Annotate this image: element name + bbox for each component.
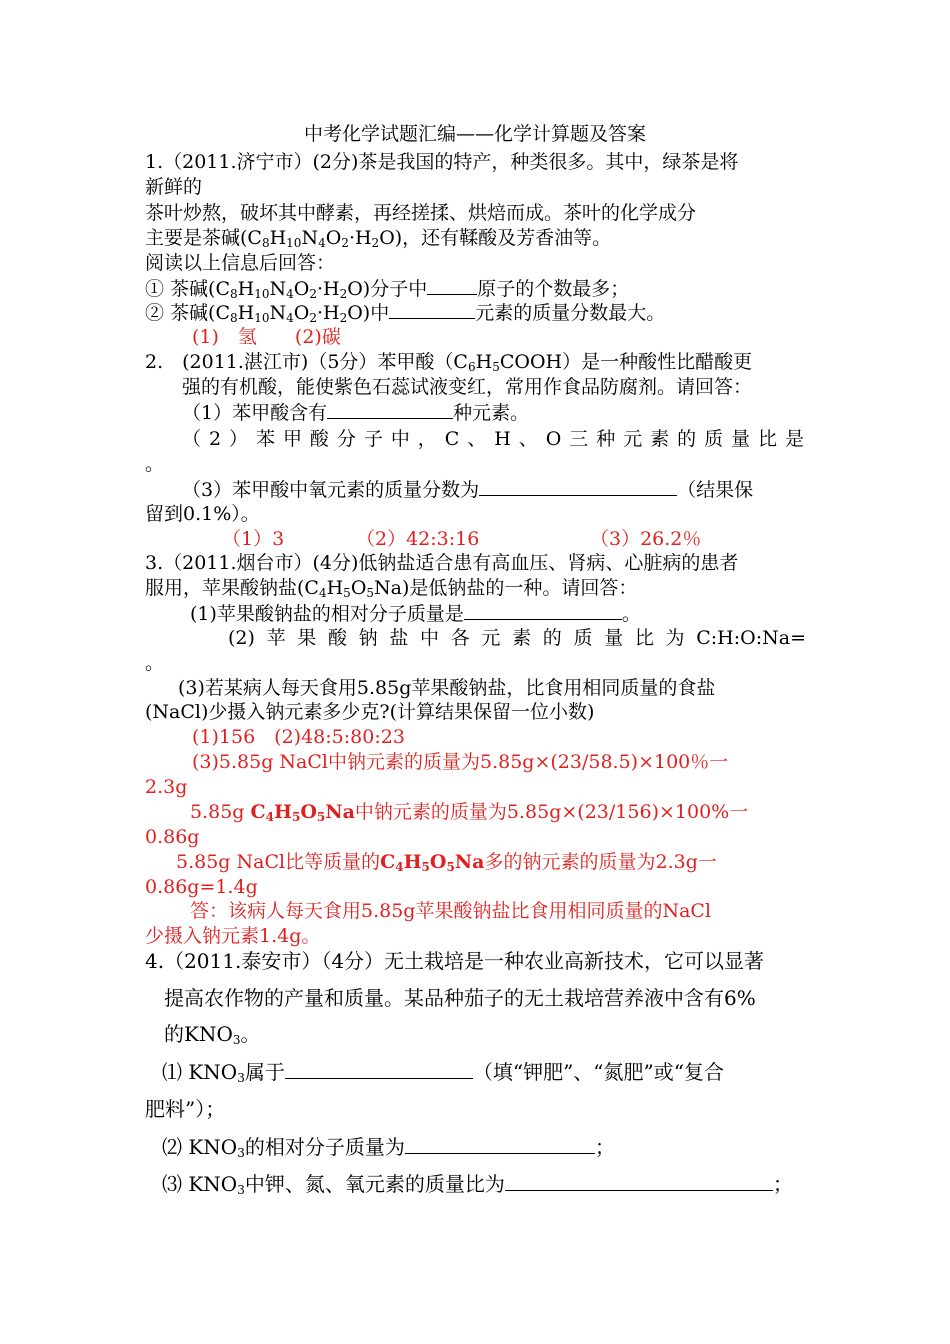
q1-text: H xyxy=(237,302,255,324)
q1-line-7 xyxy=(145,300,815,326)
subscript: 3 xyxy=(237,1071,245,1085)
subscript: 5 xyxy=(316,810,326,824)
q4-line-1: 4.（2011.泰安市）（4分）无土栽培是一种农业高新技术，它可以显著 xyxy=(145,949,765,973)
q3-answer-6 xyxy=(176,850,846,875)
q1-text: 主要是茶碱(C xyxy=(145,227,262,249)
q3-text: 。 xyxy=(621,603,641,625)
q3-answer-text: 多的钠元素的质量为2.3g一 xyxy=(484,851,717,873)
q1-text: 元素的质量分数最大。 xyxy=(475,302,666,324)
q2-text: （1）苯甲酸含有 xyxy=(182,402,328,424)
q4-text: ； xyxy=(772,1172,793,1196)
subscript: 8 xyxy=(261,236,270,250)
subscript: 3 xyxy=(237,1146,245,1160)
q3-text: (1)苹果酸钠盐的相对分子质量是 xyxy=(190,603,464,625)
q1-text: O xyxy=(325,227,342,249)
subscript: 4 xyxy=(395,860,404,874)
q3-text: H xyxy=(326,577,344,599)
q4-line-2: 提高农作物的产量和质量。某品种茄子的无土栽培营养液中含有6% xyxy=(164,986,756,1010)
formula-part: H xyxy=(403,851,422,873)
q3-answer-2: (3)5.85g NaCl中钠元素的质量为5.85g×(23/58.5)×100％一 xyxy=(192,751,729,773)
subscript: 5 xyxy=(291,810,301,824)
q3-line-4: (2)苹果酸钠盐中各元素的质量比为C:H:O:Na= xyxy=(228,627,806,649)
formula xyxy=(251,801,355,823)
q4-text: ； xyxy=(594,1135,615,1159)
answer-blank xyxy=(285,1060,473,1079)
q2-answer-1: （1）3 xyxy=(222,528,285,550)
subscript: 8 xyxy=(230,311,238,325)
q3-line-7: (NaCl)少摄入钠元素多少克?(计算结果保留一位小数) xyxy=(145,701,595,723)
formula-part: C xyxy=(250,801,266,823)
subscript: 2 xyxy=(341,236,349,250)
q3-answer-text: 中钠元素的质量为5.85g×(23/156)×100%一 xyxy=(354,801,749,823)
q4-text: ⑴ KNO xyxy=(162,1060,238,1084)
q2-line-3 xyxy=(182,400,852,426)
q4-line-7 xyxy=(162,1170,832,1198)
q2-line-7: 留到0.1%）。 xyxy=(145,503,260,525)
q4-text: ⑶ KNO xyxy=(162,1172,238,1196)
q4-line-5: 肥料”）； xyxy=(145,1097,226,1121)
q1-answer: (1) 氢 (2)碳 xyxy=(192,326,341,348)
q4-line-3 xyxy=(164,1020,834,1048)
q2-answer-3: （3）26.2％ xyxy=(590,528,702,550)
subscript: 10 xyxy=(254,287,270,301)
formula-part: Na xyxy=(325,801,355,823)
q1-line-3: 茶叶炒熬，破坏其中酵素，再经搓揉、烘焙而成。茶叶的化学成分 xyxy=(145,202,697,224)
formula-part: C xyxy=(380,851,396,873)
q1-text: ·H xyxy=(316,278,340,300)
q1-text: ① 茶碱(C xyxy=(145,278,230,300)
q3-line-6: (3)若某病人每天食用5.85g苹果酸钠盐，比食用相同质量的食盐 xyxy=(178,677,716,699)
subscript: 2 xyxy=(339,287,348,301)
subscript: 4 xyxy=(286,287,294,301)
q1-line-6 xyxy=(145,276,815,302)
q3-text: 服用，苹果酸钠盐(C xyxy=(145,577,319,599)
q3-answer-text: 5.85g xyxy=(190,801,251,823)
subscript: 2 xyxy=(339,311,348,325)
q3-text: O xyxy=(350,577,367,599)
subscript: 10 xyxy=(286,236,302,250)
q3-answer-8: 答：该病人每天食用5.85g苹果酸钠盐比食用相同质量的NaCl xyxy=(190,900,712,922)
subscript: 2 xyxy=(309,311,317,325)
subscript: 5 xyxy=(366,586,375,600)
subscript: 5 xyxy=(343,586,351,600)
formula xyxy=(380,851,484,873)
subscript: 5 xyxy=(421,860,430,874)
q4-text: （填“钾肥”、“氮肥”或“复合 xyxy=(472,1060,724,1084)
q3-answer-7: 0.86g=1.4g xyxy=(145,876,258,898)
q4-text: 的相对分子质量为 xyxy=(244,1135,405,1159)
answer-blank xyxy=(464,601,622,620)
q3-answer-5: 0.86g xyxy=(145,826,200,848)
page-title: 中考化学试题汇编——化学计算题及答案 xyxy=(303,123,646,145)
subscript: 2 xyxy=(371,236,380,250)
q2-text: 种元素。 xyxy=(453,402,530,424)
subscript: 10 xyxy=(254,311,270,325)
subscript: 4 xyxy=(318,586,327,600)
formula-part: O xyxy=(300,801,317,823)
q2-text: 2. (2011.湛江市)（5分）苯甲酸（C xyxy=(145,351,468,373)
q1-text: N xyxy=(301,227,319,249)
q3-line-5: 。 xyxy=(145,652,165,674)
q2-text: （结果保 xyxy=(677,479,754,501)
subscript: 8 xyxy=(230,287,238,301)
q3-text: Na)是低钠盐的一种。请回答： xyxy=(374,577,638,599)
answer-blank xyxy=(405,1135,595,1154)
q1-text: 原子的个数最多； xyxy=(477,278,630,300)
q4-text: 中钾、氮、氧元素的质量比为 xyxy=(244,1172,505,1196)
q4-text: 的KNO xyxy=(164,1022,233,1046)
q1-text: N xyxy=(269,278,287,300)
subscript: 2 xyxy=(309,287,317,301)
answer-blank xyxy=(479,477,677,496)
q3-answer-1: (1)156 (2)48:5:80:23 xyxy=(192,726,405,748)
q3-answer-9: 少摄入钠元素1.4g。 xyxy=(145,925,321,947)
subscript: 4 xyxy=(265,810,274,824)
subscript: 4 xyxy=(286,311,294,325)
q4-line-4 xyxy=(162,1058,832,1086)
q1-line-1: 1.（2011.济宁市）(2分)茶是我国的特产，种类很多。其中，绿茶是将 xyxy=(145,151,739,173)
q2-text: （3）苯甲酸中氧元素的质量分数为 xyxy=(182,479,480,501)
q3-line-2 xyxy=(145,576,815,601)
answer-blank xyxy=(427,276,477,295)
q1-text: ·H xyxy=(348,227,372,249)
q2-text: H xyxy=(475,351,493,373)
q1-text: ② 茶碱(C xyxy=(145,302,230,324)
subscript: 5 xyxy=(446,860,455,874)
q3-answer-text: 5.85g NaCl比等质量的 xyxy=(176,851,381,873)
q1-text: N xyxy=(269,302,287,324)
q1-line-2: 新鲜的 xyxy=(145,176,203,198)
answer-blank xyxy=(327,400,453,419)
subscript: 4 xyxy=(318,236,326,250)
q1-text: H xyxy=(237,278,255,300)
q2-line-1 xyxy=(145,350,815,375)
subscript: 5 xyxy=(492,360,500,374)
q2-line-2: 强的有机酸，能使紫色石蕊试液变红，常用作食品防腐剂。请回答： xyxy=(182,376,753,398)
q3-answer-4 xyxy=(190,800,860,825)
formula-part: O xyxy=(429,851,447,873)
q1-text: O)分子中 xyxy=(347,278,428,300)
subscript: 6 xyxy=(467,360,476,374)
q3-line-3 xyxy=(190,601,860,627)
q3-answer-3: 2.3g xyxy=(145,776,188,798)
formula-part: H xyxy=(274,801,292,823)
subscript: 3 xyxy=(232,1033,241,1047)
q2-line-5: 。 xyxy=(145,453,165,475)
q1-text: H xyxy=(269,227,287,249)
q1-line-5: 阅读以上信息后回答： xyxy=(145,252,336,274)
subscript: 3 xyxy=(237,1183,245,1197)
q4-line-6 xyxy=(162,1133,832,1161)
formula-part: Na xyxy=(454,851,485,873)
answer-blank xyxy=(389,300,475,319)
q1-text: ·H xyxy=(316,302,340,324)
q2-text: COOH）是一种酸性比醋酸更 xyxy=(499,351,753,373)
q3-line-1: 3.（2011.烟台市）(4分)低钠盐适合患有高血压、肾病、心脏病的患者 xyxy=(145,552,739,574)
q1-text: O xyxy=(293,302,310,324)
q4-text: 属于 xyxy=(244,1060,285,1084)
q1-line-4 xyxy=(145,226,815,251)
q1-text: O)，还有鞣酸及芳香油等。 xyxy=(379,227,612,249)
answer-blank xyxy=(505,1172,773,1191)
q2-answer-2: （2）42:3:16 xyxy=(356,528,480,550)
q4-text: ⑵ KNO xyxy=(162,1135,238,1159)
q2-line-4: （2）苯甲酸分子中，C、H、O三种元素的质量比是 xyxy=(182,428,806,450)
q1-text: O xyxy=(293,278,310,300)
q4-text: 。 xyxy=(240,1022,261,1046)
q1-text: O)中 xyxy=(347,302,390,324)
q2-line-6 xyxy=(182,477,852,503)
